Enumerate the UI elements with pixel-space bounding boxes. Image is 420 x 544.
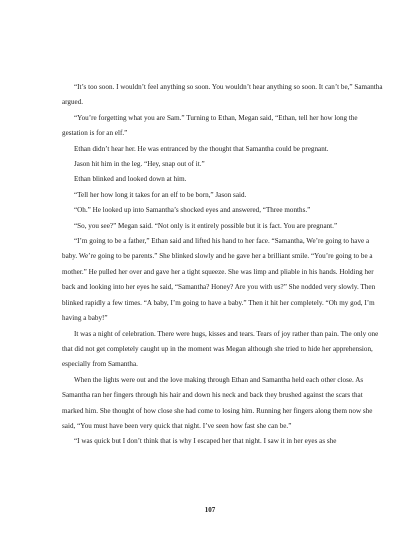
paragraph: “I was quick but I don’t think that is why I escaped her that night. I saw it in her eyes as she	[74, 437, 337, 446]
body-text	[62, 80, 384, 450]
paragraph: “So, you see?” Megan said. “Not only is it entirely possible but it is fact. You are pregnant.”	[74, 221, 338, 230]
paragraph: “Tell her how long it takes for an elf to be born,” Jason said.	[74, 190, 247, 199]
paragraph: “Oh.” He looked up into Samantha’s shocked eyes and answered, “Three months.”	[74, 206, 311, 215]
paragraph: Ethan didn’t hear her. He was entranced by the thought that Samantha could be pregnant.	[74, 144, 329, 153]
paragraph: It was a night of celebration. There were hugs, kisses and tears. Tears of joy rather than pain. The only one that did not get completely caught up in the moment was Megan although she tried to hide her apprehension, especially from Samantha.	[62, 329, 379, 369]
paragraph: When the lights were out and the love making through Ethan and Samantha held each other close. As Samantha ran her fingers through his hair and down his neck and back they brushed against the scars that marked him. She thought of how close she had come to losing him. Running her fingers along them now she said, “You must have been very quick that night. I’ve seen how fast she can be.”	[62, 375, 373, 430]
paragraph: “I’m going to be a father,” Ethan said and lifted his hand to her face. “Samantha, We’re going to have a baby. We’re going to be parents.” She blinked slowly and he gave her a brilliant smile. “You’re going to be a mother.” He pulled her over and gave her a tight squeeze. She was limp and pliable in his hands. Holding her back and looking into her eyes he said, “Samantha? Honey? Are you with us?” She nodded very slowly. Then blinked rapidly a few times. “A baby, I’m going to have a baby.” Then it hit her completely. “Oh my god, I’m having a baby!”	[62, 237, 376, 323]
paragraph: Jason hit him in the leg. “Hey, snap out of it.”	[74, 160, 205, 169]
paragraph: “You’re forgetting what you are Sam.” Turning to Ethan, Megan said, “Ethan, tell her how long the gestation is for an elf.”	[62, 113, 358, 138]
page-number: 107	[204, 506, 216, 514]
paragraph: Ethan blinked and looked down at him.	[74, 175, 187, 184]
paragraph: “It’s too soon. I wouldn’t feel anything so soon. You wouldn’t hear anything so soon. It can’t be,” Samantha argued.	[62, 83, 383, 107]
